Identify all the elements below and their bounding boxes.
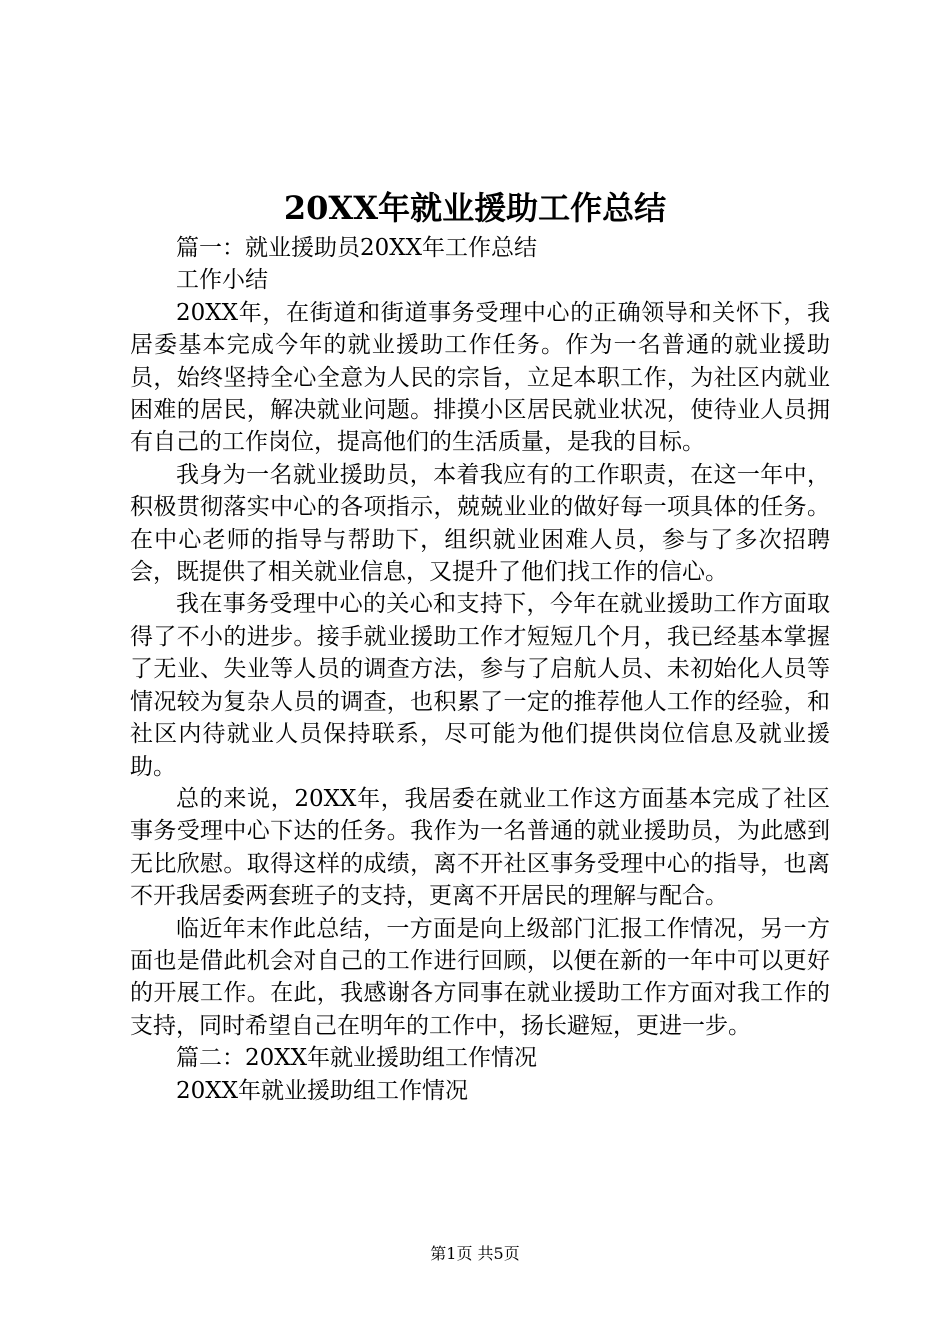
paragraph: 我身为一名就业援助员，本着我应有的工作职责，在这一年中，积极贯彻落实中心的各项指示，兢兢业业的做好每一项具体的任务。在中心老师的指导与帮助下，组织就业困难人员，参与了多次招聘会，既提供了相关就业信息，又提升了他们找工作的信心。 xyxy=(130,461,830,586)
subheading-work-summary: 工作小结 xyxy=(176,267,268,294)
subheading-group-status: 20XX年就业援助组工作情况 xyxy=(176,1077,469,1104)
document-title: 20XX年就业援助工作总结 xyxy=(283,189,667,227)
paragraph: 临近年末作此总结，一方面是向上级部门汇报工作情况，另一方面也是借此机会对自己的工作进行回顾，以便在新的一年中可以更好的开展工作。在此，我感谢各方同事在就业援助工作方面对我工作的支持，同时希望自己在明年的工作中，扬长避短，更进一步。 xyxy=(130,915,830,1039)
page-number-footer: 第1页 共5页 xyxy=(430,1244,520,1263)
paragraph: 我在事务受理中心的关心和支持下，今年在就业援助工作方面取得了不小的进步。接手就业援助工作才短短几个月，我已经基本掌握了无业、失业等人员的调查方法，参与了启航人员、未初始化人员等情况较为复杂人员的调查，也积累了一定的推荐他人工作的经验，和社区内待就业人员保持联系，尽可能为他们提供岗位信息及就业援助。 xyxy=(130,591,830,780)
section-heading-2: 篇二：20XX年就业援助组工作情况 xyxy=(176,1045,538,1072)
document-body xyxy=(130,232,830,1107)
paragraph: 20XX年，在街道和街道事务受理中心的正确领导和关怀下，我居委基本完成今年的就业援助工作任务。作为一名普通的就业援助员，始终坚持全心全意为人民的宗旨，立足本职工作，为社区内就业困难的居民，解决就业问题。排摸小区居民就业状况，使待业人员拥有自己的工作岗位，提高他们的生活质量，是我的目标。 xyxy=(130,299,830,456)
section-heading-1: 篇一：就业援助员20XX年工作总结 xyxy=(176,235,538,261)
paragraph: 总的来说，20XX年，我居委在就业工作这方面基本完成了社区事务受理中心下达的任务。我作为一名普通的就业援助员，为此感到无比欣慰。取得这样的成绩，离不开社区事务受理中心的指导，也离不开我居委两套班子的支持，更离不开居民的理解与配合。 xyxy=(130,785,830,910)
